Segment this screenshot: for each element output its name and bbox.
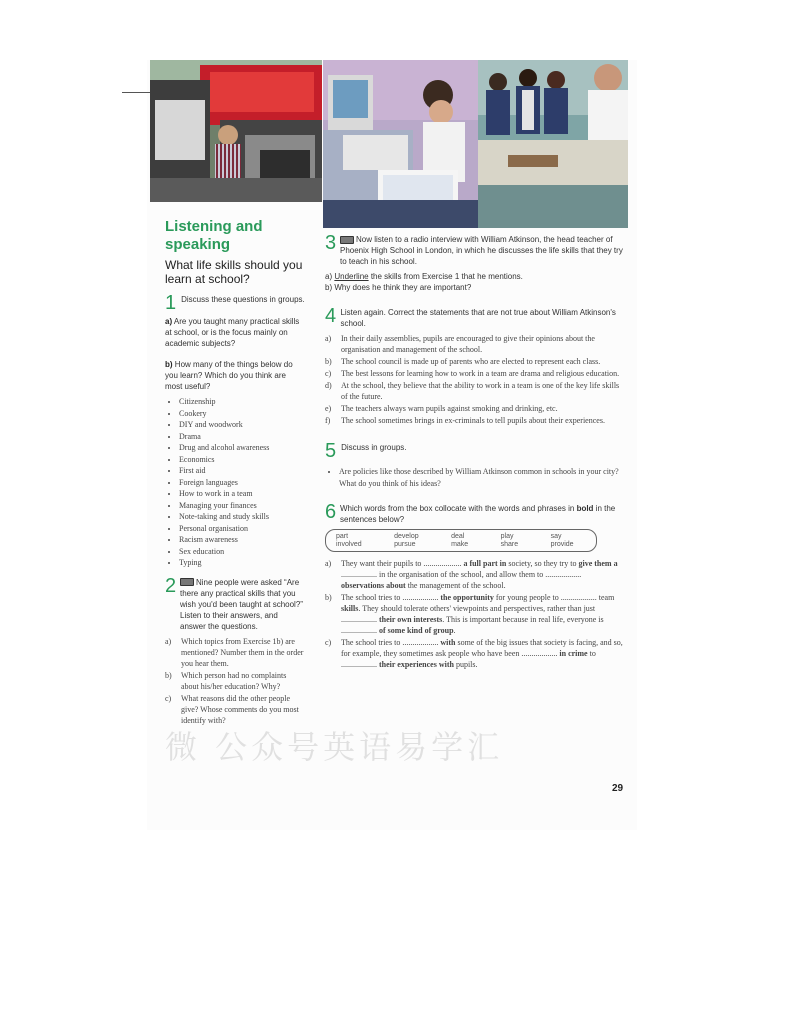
sentence-6c	[325, 637, 625, 670]
page-number: 29	[612, 783, 624, 794]
item-text: The school council is made up of parents who are elected to represent each class.	[341, 357, 601, 366]
list-item: • Personal organisation	[179, 523, 305, 535]
list-item: • First aid	[179, 465, 305, 477]
list-item	[325, 333, 625, 355]
watermark: 微 公众号英语易学汇	[165, 728, 504, 766]
item-label: a)	[325, 334, 332, 343]
sentence-text: The school tries to .................. with some of the big issues that society is facing, and so, for example, they sometimes ask people who have been .................. in crime to .................. their experiences with pupils.	[341, 638, 623, 669]
list-item: • Note-taking and study skills	[179, 511, 305, 523]
exercise-instruction: Discuss in groups.	[341, 443, 407, 452]
item-text: In their daily assemblies, pupils are encouraged to give their opinions about the organisation and management of the school.	[341, 334, 595, 354]
item-label: d)	[325, 381, 332, 390]
section-subtitle: What life skills should you learn at school?	[165, 258, 303, 286]
list-item: • Drug and alcohol awareness	[179, 442, 305, 454]
exercise-number: 4	[325, 305, 337, 327]
item-text: The school sometimes brings in ex-criminals to tell pupils about their experiences.	[341, 416, 605, 425]
list-item: • Managing your finances	[179, 500, 305, 512]
exercise-instruction: Listen again. Correct the statements that are not true about William Atkinson's school.	[340, 308, 616, 328]
item-text: What reasons did the other people give? Whose comments do you most identify with?	[181, 693, 299, 725]
underline-word: Underline	[334, 272, 369, 281]
item-label: c)	[165, 693, 172, 703]
box-word: make	[451, 541, 469, 548]
question-text: How many of the things below do you learn? Which do you think are most useful?	[165, 360, 293, 391]
item-text: At the school, they believe that the ability to work in a team is one of the key life skills of the future.	[341, 381, 620, 401]
list-item: • DIY and woodwork	[179, 419, 305, 431]
list-item: • Typing	[179, 557, 305, 569]
list-item: • Racism awareness	[179, 534, 305, 546]
exercise-4-heading	[325, 307, 625, 329]
list-item	[165, 693, 305, 726]
box-word: part	[336, 533, 349, 540]
item-label: c)	[325, 369, 332, 378]
left-column	[165, 218, 305, 732]
question-label: a)	[325, 272, 333, 281]
exercise-text: Nine people were asked “Are there any practical skills that you wish you'd been taught at school?” Listen to their answers, and answer the questions.	[180, 577, 303, 631]
question-label: c)	[325, 638, 332, 647]
question-1b	[165, 359, 305, 392]
exercise-text: Now listen to a radio interview with William Atkinson, the head teacher of Phoenix High School in London, in which he discusses the life skills that they try to teach in his school.	[340, 235, 623, 266]
question-label: a)	[325, 559, 332, 568]
section-title: Listening and speaking	[165, 218, 263, 253]
exercise-number: 5	[325, 440, 337, 462]
question-label: b)	[325, 593, 332, 602]
item-label: b)	[325, 357, 332, 366]
exercise-3-heading	[325, 234, 625, 267]
cassette-icon	[180, 578, 194, 586]
sentence-6b	[325, 592, 625, 636]
box-word: develop	[394, 533, 419, 540]
bold-word: bold	[576, 504, 594, 513]
exercise-5-bullets	[325, 466, 625, 489]
question-3b: b) Why does he think they are important?	[325, 283, 472, 292]
life-skills-list	[165, 396, 305, 569]
exercise-instruction	[340, 234, 625, 267]
list-item	[325, 415, 625, 426]
item-text: Which person had no complaints about his/her education? Why?	[181, 670, 287, 691]
list-item	[165, 670, 305, 692]
exercise-instruction: Discuss these questions in groups.	[181, 295, 305, 304]
item-text: The teachers always warn pupils against smoking and drinking, etc.	[341, 404, 558, 413]
margin-rule	[122, 92, 150, 93]
sentence-text: They want their pupils to ................... a full part in society, so they try to give them a .................. in the organisation of the school, and allow them to .................. observations about the management of the school.	[341, 559, 618, 590]
list-item	[325, 368, 625, 379]
box-word: involved	[336, 541, 362, 548]
question-1a	[165, 316, 305, 349]
item-text: Which topics from Exercise 1b) are mentioned? Number them in the order you hear them.	[181, 636, 304, 668]
box-word: share	[500, 541, 519, 548]
sentence-6a	[325, 558, 625, 591]
box-word: play	[500, 533, 514, 540]
sentence-text: The school tries to .................. the opportunity for young people to .................. team skills. They should tolerate others' viewpoints and perspectives, rather than just .................. their own interests. This is important because in real life, everyone is .................. of some kind of group.	[341, 593, 615, 635]
exercise-text: in the sentences below?	[340, 504, 616, 524]
exercise-text: Which words from the box collocate with the words and phrases in	[340, 504, 577, 513]
exercise-4-statements	[325, 333, 625, 426]
item-label: e)	[325, 404, 332, 413]
word-box	[325, 529, 597, 552]
item-text: The best lessons for learning how to work in a team are drama and religious education.	[341, 369, 620, 378]
question-text: Are you taught many practical skills at school, or is the focus mainly on academic subjects?	[165, 317, 300, 348]
photo-car-repair	[150, 60, 322, 202]
question-3a	[325, 271, 625, 282]
exercise-6-sentences	[325, 558, 625, 670]
list-item: • Sex education	[179, 546, 305, 558]
item-label: f)	[325, 416, 331, 425]
exercise-instruction	[180, 577, 305, 632]
box-word: provide	[550, 541, 574, 548]
question-label: a)	[165, 317, 173, 326]
list-item	[325, 380, 625, 402]
exercise-2-heading	[165, 574, 305, 632]
right-column	[325, 234, 625, 676]
item-label: a)	[165, 636, 172, 646]
exercise-number: 2	[165, 574, 177, 597]
list-item	[325, 356, 625, 367]
exercise-5-heading	[325, 442, 625, 460]
question-text: the skills from Exercise 1 that he mentions.	[368, 272, 523, 281]
exercise-number: 3	[325, 232, 337, 254]
list-item: • Cookery	[179, 408, 305, 420]
photo-science-class	[478, 60, 628, 228]
list-item	[325, 403, 625, 414]
list-item: • Citizenship	[179, 396, 305, 408]
box-word: pursue	[394, 541, 416, 548]
exercise-1-heading	[165, 294, 305, 312]
list-item: • Foreign languages	[179, 477, 305, 489]
exercise-2-questions	[165, 636, 305, 726]
question-label: b)	[165, 360, 173, 369]
list-item: • Economics	[179, 454, 305, 466]
item-label: b)	[165, 670, 172, 680]
box-word: deal	[451, 533, 465, 540]
list-item	[165, 636, 305, 669]
list-item: • Are policies like those described by William Atkinson common in schools in your city? What do you think of his ideas?	[339, 466, 625, 489]
cassette-icon	[340, 236, 354, 244]
exercise-instruction	[340, 503, 625, 525]
list-item: • Drama	[179, 431, 305, 443]
photo-computer-student	[323, 60, 478, 228]
exercise-number: 1	[165, 292, 177, 314]
box-word: say	[550, 533, 562, 540]
list-item: • How to work in a team	[179, 488, 305, 500]
exercise-6-heading	[325, 503, 625, 525]
exercise-number: 6	[325, 501, 337, 523]
